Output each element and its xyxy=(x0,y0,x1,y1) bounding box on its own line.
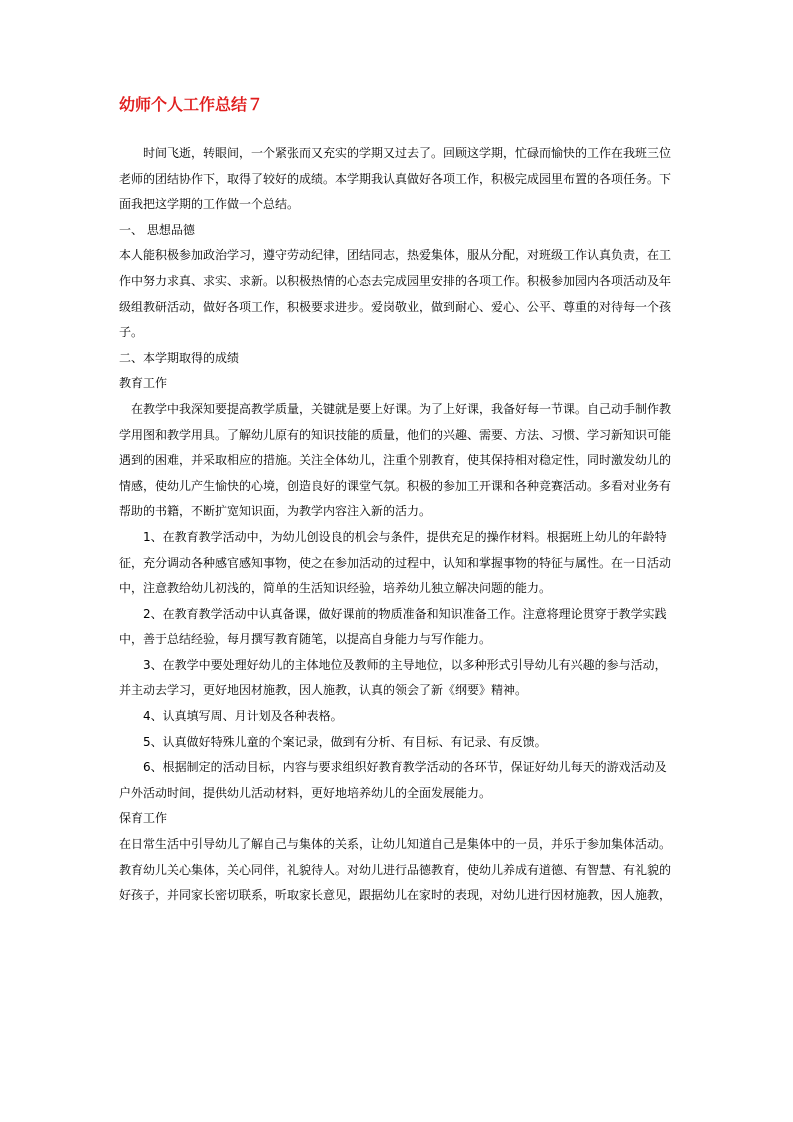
document-title: 幼师个人工作总结７ xyxy=(119,95,264,114)
heading-section-1: 一、 思想品德 xyxy=(119,222,195,237)
list-item-3: 3、在教学中要处理好幼儿的主体地位及教师的主导地位，以多种形式引导幼儿有兴趣的参与活动，并主动去学习，更好地因材施教，因人施教，认真的领会了新《纲要》精神。 xyxy=(119,657,667,698)
document-body xyxy=(119,141,675,909)
paragraph-teaching: 在教学中我深知要提高教学质量，关键就是要上好课。为了上好课，我备好每一节课。自己动手制作教学用图和教学用具。了解幼儿原有的知识技能的质量，他们的兴趣、需要、方法、习惯、学习新知识可能遇到的困难，并采取相应的措施。关注全体幼儿，注重个别教育，使其保持相对稳定性，同时激发幼儿的情感，使幼儿产生愉快的心境，创造良好的课堂气氛。积极的参加工开课和各种竞赛活动。多看对业务有帮助的书籍，不断扩宽知识面，为教学内容注入新的活力。 xyxy=(119,401,672,519)
list-item-6: 6、根据制定的活动目标，内容与要求组织好教育教学活动的各环节，保证好幼儿每天的游戏活动及户外活动时间，提供幼儿活动材料，更好地培养幼儿的全面发展能力。 xyxy=(119,760,667,800)
list-item-4: 4、认真填写周、月计划及各种表格。 xyxy=(143,709,343,724)
subheading-care: 保育工作 xyxy=(119,811,168,826)
list-item-5: 5、认真做好特殊儿童的个案记录，做到有分析、有目标、有记录、有反馈。 xyxy=(143,734,547,749)
list-item-2: 2、在教育教学活动中认真备课，做好课前的物质准备和知识准备工作。注意将理论贯穿于教学实践中，善于总结经验，每月撰写教育随笔，以提高自身能力与写作能力。 xyxy=(119,606,667,647)
subheading-education: 教育工作 xyxy=(119,376,168,391)
paragraph-care: 在日常生活中引导幼儿了解自己与集体的关系，让幼儿知道自己是集体中的一员，并乐于参加集体活动。教育幼儿关心集体，关心同伴，礼貌待人。对幼儿进行品德教育，使幼儿养成有道德、有智慧、有礼貌的好孩子，并同家长密切联系，听取家长意见，跟据幼儿在家时的表现，对幼儿进行因材施教，因人施教， xyxy=(119,837,672,903)
paragraph-intro: 时间飞逝，转眼间，一个紧张而又充实的学期又过去了。回顾这学期，忙碌而愉快的工作在我班三位老师的团结协作下，取得了较好的成绩。本学期我认真做好各项工作，积极完成园里布置的各项任务。下面我把这学期的工作做一个总结。 xyxy=(119,146,672,212)
paragraph-ideology: 本人能积极参加政治学习，遵守劳动纪律，团结同志，热爱集体，服从分配，对班级工作认真负责，在工作中努力求真、求实、求新。以积极热情的心态去完成园里安排的各项工作。积极参加园内各项活动及年级组教研活动，做好各项工作，积极要求进步。爱岗敬业，做到耐心、爱心、公平、尊重的对待每一个孩子。 xyxy=(119,248,672,340)
heading-section-2: 二、本学期取得的成绩 xyxy=(119,350,240,365)
list-item-1: 1、在教育教学活动中，为幼儿创设良的机会与条件，提供充足的操作材料。根据班上幼儿的年龄特征，充分调动各种感官感知事物，使之在参加活动的过程中，认知和掌握事物的特征与属性。在一日活动中，注意教给幼儿初浅的，简单的生活知识经验，培养幼儿独立解决问题的能力。 xyxy=(119,529,672,596)
